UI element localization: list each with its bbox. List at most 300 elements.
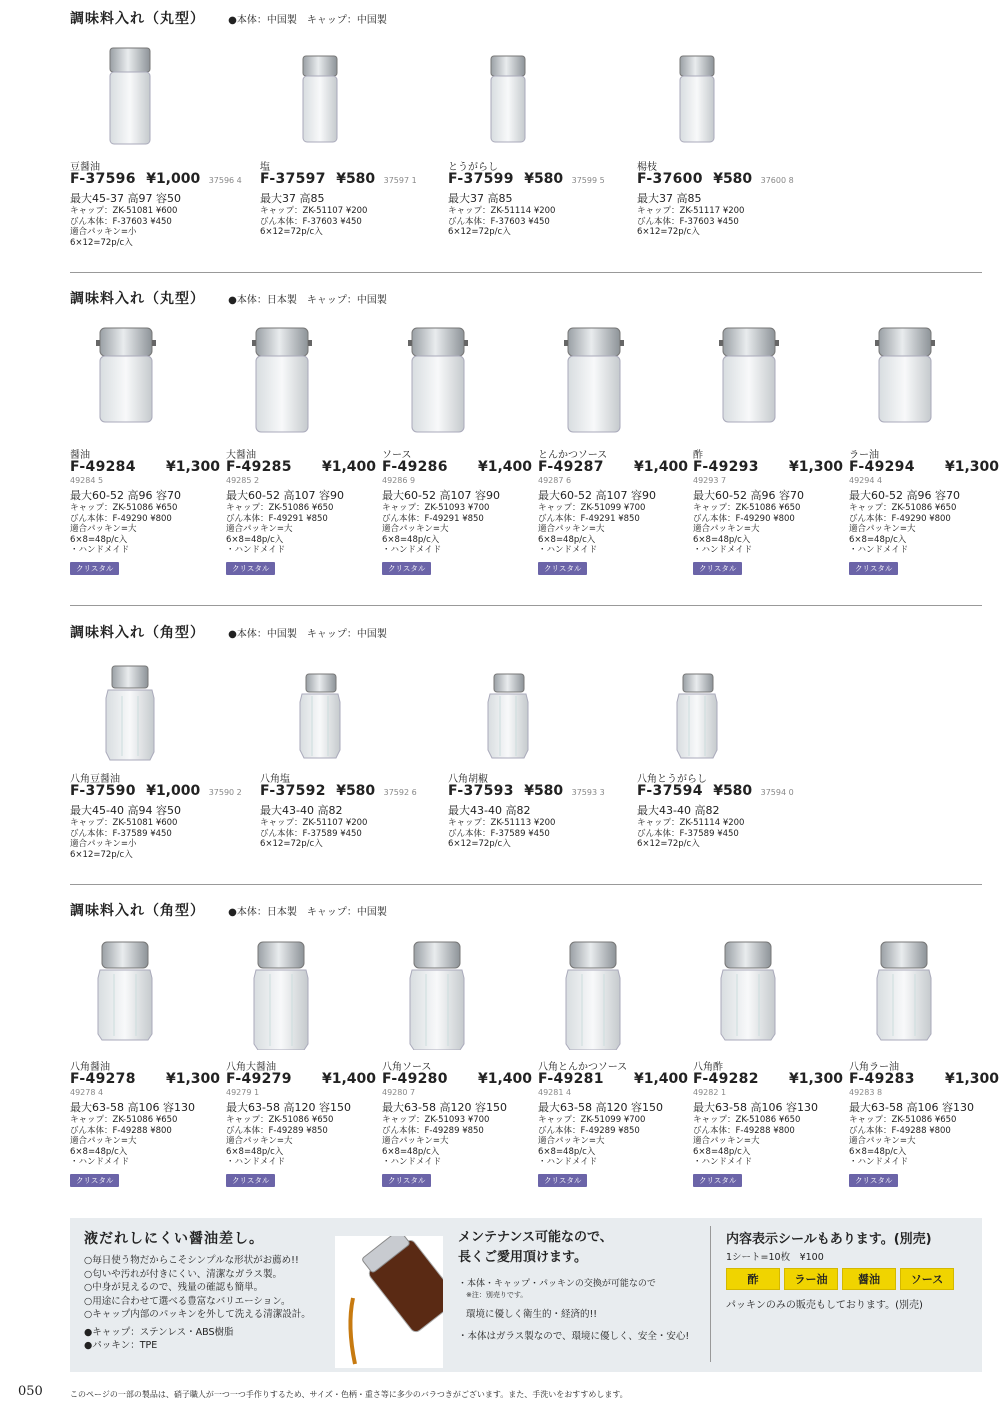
product-detail: 適合パッキン=大 bbox=[849, 1136, 916, 1146]
product-detail: キャップ：ZK-51081 ¥600 bbox=[70, 818, 178, 828]
product-detail: ・ハンドメイド bbox=[382, 545, 442, 555]
product-detail: 6×12=72p/c入 bbox=[260, 227, 323, 237]
product-spec: 最大63-58 高106 容130 bbox=[70, 1101, 195, 1114]
crystal-badge: クリスタル bbox=[693, 1174, 742, 1187]
product-detail: 6×8=48p/c入 bbox=[693, 534, 751, 545]
product-detail: 6×8=48p/c入 bbox=[382, 534, 440, 545]
product-jan: 37592 6 bbox=[383, 788, 417, 797]
section-title: 調味料入れ（丸型） bbox=[70, 11, 205, 27]
product-jan: 49278 4 bbox=[70, 1088, 104, 1097]
product-detail: 適合パッキン=大 bbox=[70, 524, 137, 534]
bottle-image bbox=[448, 38, 578, 158]
bottle-image bbox=[226, 930, 356, 1050]
bottle-image bbox=[849, 930, 979, 1050]
product-price: ¥1,400 bbox=[321, 459, 376, 475]
section-title: 調味料入れ（角型） bbox=[70, 625, 205, 641]
product-code-line bbox=[226, 459, 376, 476]
product-price: ¥1,300 bbox=[165, 459, 220, 475]
product-card bbox=[448, 38, 605, 237]
panel-divider bbox=[710, 1226, 711, 1362]
product-code: F-49293 bbox=[693, 459, 759, 475]
product-detail: 6×8=48p/c入 bbox=[849, 1146, 907, 1157]
product-detail: 適合パッキン=大 bbox=[538, 1136, 605, 1146]
product-jan: 49286 9 bbox=[382, 476, 416, 485]
product-name: 八角ラー油 bbox=[849, 1062, 899, 1073]
product-code-line bbox=[448, 783, 605, 800]
product-jan: 37596 4 bbox=[208, 176, 242, 185]
bottle-image bbox=[637, 38, 767, 158]
product-card bbox=[260, 38, 417, 237]
product-price: ¥1,300 bbox=[944, 1071, 999, 1087]
product-detail: 適合パッキン=大 bbox=[538, 524, 605, 534]
maintenance-block bbox=[458, 1228, 708, 1342]
feature-bullet: ○キャップ内部のパッキンを外して洗える清潔設計。 bbox=[84, 1309, 311, 1320]
product-detail: ・ハンドメイド bbox=[849, 545, 909, 555]
product-detail: びん本体：F-37603 ¥450 bbox=[448, 216, 550, 227]
section-header bbox=[70, 288, 387, 310]
product-detail: キャップ：ZK-51099 ¥700 bbox=[538, 1115, 646, 1125]
product-spec: 最大60-52 高96 容70 bbox=[849, 489, 960, 502]
product-code: F-49280 bbox=[382, 1071, 448, 1087]
product-code-line bbox=[538, 459, 688, 476]
product-spec: 最大60-52 高96 容70 bbox=[70, 489, 181, 502]
product-jan: 49283 8 bbox=[849, 1088, 883, 1097]
product-detail: 6×8=48p/c入 bbox=[538, 1146, 596, 1157]
bottle-image bbox=[849, 318, 979, 438]
product-card bbox=[226, 930, 376, 1185]
product-spec: 最大63-58 高106 容130 bbox=[849, 1101, 974, 1114]
product-jan: 49293 7 bbox=[693, 476, 727, 485]
product-code-line bbox=[70, 459, 220, 476]
crystal-badge: クリスタル bbox=[849, 562, 898, 575]
product-card bbox=[260, 652, 417, 849]
product-code-line bbox=[226, 1071, 376, 1088]
product-detail: キャップ：ZK-51086 ¥650 bbox=[693, 503, 801, 513]
product-name: 楊枝 bbox=[637, 162, 657, 173]
product-card bbox=[693, 930, 843, 1185]
product-price: ¥1,400 bbox=[633, 459, 688, 475]
product-name: 酢 bbox=[693, 450, 703, 461]
product-jan: 37590 2 bbox=[208, 788, 242, 797]
product-detail: キャップ：ZK-51093 ¥700 bbox=[382, 1115, 490, 1125]
bottle-image bbox=[260, 38, 390, 158]
product-price: ¥580 bbox=[336, 171, 376, 187]
label-soy-sauce: 醤油 bbox=[842, 1268, 896, 1290]
product-spec: 最大63-58 高120 容150 bbox=[382, 1101, 507, 1114]
product-detail: 6×12=72p/c入 bbox=[448, 839, 511, 849]
product-detail: びん本体：F-49290 ¥800 bbox=[70, 513, 172, 524]
product-detail: びん本体：F-49289 ¥850 bbox=[538, 1125, 640, 1136]
product-detail: びん本体：F-49290 ¥800 bbox=[849, 513, 951, 524]
product-jan: 49280 7 bbox=[382, 1088, 416, 1097]
product-detail: 6×12=72p/c入 bbox=[70, 237, 133, 248]
product-code-line bbox=[538, 1071, 688, 1088]
product-detail: びん本体：F-37603 ¥450 bbox=[260, 216, 362, 227]
product-code: F-49282 bbox=[693, 1071, 759, 1087]
product-detail: 6×12=72p/c入 bbox=[448, 227, 511, 237]
info-panel bbox=[70, 1218, 982, 1372]
product-detail: キャップ：ZK-51107 ¥200 bbox=[260, 206, 368, 216]
product-price: ¥1,000 bbox=[146, 783, 201, 799]
product-detail: びん本体：F-49288 ¥800 bbox=[70, 1125, 172, 1136]
product-code-line bbox=[382, 1071, 532, 1088]
product-detail: 6×8=48p/c入 bbox=[226, 1146, 284, 1157]
product-detail: キャップ：ZK-51107 ¥200 bbox=[260, 818, 368, 828]
product-price: ¥1,000 bbox=[146, 171, 201, 187]
footer-note: このページの一部の製品は、硝子職人が一つ一つ手作りするため、サイズ・色柄・重さ等に多少のバラつきがございます。また、手洗いをおすすめします。 bbox=[70, 1390, 628, 1399]
product-detail: びん本体：F-49291 ¥850 bbox=[382, 513, 484, 524]
product-code: F-49287 bbox=[538, 459, 604, 475]
product-name: 塩 bbox=[260, 162, 270, 173]
product-jan: 49285 2 bbox=[226, 476, 260, 485]
product-card bbox=[70, 318, 220, 573]
product-code-line bbox=[260, 783, 417, 800]
product-code: F-37590 bbox=[70, 783, 136, 799]
label-block bbox=[726, 1228, 976, 1311]
product-name: 醤油 bbox=[70, 450, 90, 461]
product-detail: 6×8=48p/c入 bbox=[70, 1146, 128, 1157]
product-price: ¥1,400 bbox=[477, 459, 532, 475]
section-title: 調味料入れ（角型） bbox=[70, 903, 205, 919]
bottle-image bbox=[538, 930, 668, 1050]
feature-title: 液だれしにくい醤油差し。 bbox=[84, 1231, 264, 1247]
product-spec: 最大37 高85 bbox=[448, 192, 513, 205]
section-origin: ●本体：中国製 キャップ：中国製 bbox=[228, 15, 387, 26]
product-price: ¥1,400 bbox=[477, 1071, 532, 1087]
bottle-image bbox=[637, 652, 767, 772]
product-price: ¥1,300 bbox=[165, 1071, 220, 1087]
product-code: F-49294 bbox=[849, 459, 915, 475]
product-card bbox=[538, 930, 688, 1185]
product-detail: びん本体：F-49291 ¥850 bbox=[538, 513, 640, 524]
product-name: 八角とんかつソース bbox=[538, 1062, 628, 1073]
product-detail: キャップ：ZK-51093 ¥700 bbox=[382, 503, 490, 513]
crystal-badge: クリスタル bbox=[538, 562, 587, 575]
bottle-image bbox=[70, 652, 200, 772]
bottle-image bbox=[70, 318, 200, 438]
bottle-image bbox=[693, 930, 823, 1050]
product-code: F-49285 bbox=[226, 459, 292, 475]
product-name: 八角胡椒 bbox=[448, 774, 488, 785]
product-detail: キャップ：ZK-51086 ¥650 bbox=[70, 503, 178, 513]
product-detail: 適合パッキン=大 bbox=[693, 524, 760, 534]
product-code-line bbox=[448, 171, 605, 188]
section-round-japan bbox=[70, 288, 999, 608]
product-detail: ・ハンドメイド bbox=[226, 545, 286, 555]
product-detail: ・ハンドメイド bbox=[70, 1157, 130, 1167]
product-code: F-37597 bbox=[260, 171, 326, 187]
bottle-image bbox=[693, 318, 823, 438]
feature-bullet: ○匂いや汚れが付きにくい、清潔なガラス製。 bbox=[84, 1268, 283, 1280]
product-jan: 49294 4 bbox=[849, 476, 883, 485]
product-code-line bbox=[849, 1071, 999, 1088]
product-detail: びん本体：F-49289 ¥850 bbox=[226, 1125, 328, 1136]
feature-bullet: ○毎日使う物だからこそシンプルな形状がお薦め!! bbox=[84, 1255, 299, 1266]
product-price: ¥580 bbox=[713, 171, 753, 187]
maintenance-note: ※注：別売りです。 bbox=[466, 1291, 528, 1299]
section-round-china bbox=[70, 8, 982, 268]
pouring-bottle-image bbox=[335, 1236, 443, 1368]
product-spec: 最大60-52 高107 容90 bbox=[538, 489, 656, 502]
page-number: 050 bbox=[18, 1384, 43, 1399]
product-detail: びん本体：F-49288 ¥800 bbox=[849, 1125, 951, 1136]
packing-note: パッキンのみの販売もしております。(別売) bbox=[726, 1300, 923, 1311]
product-jan: 37593 3 bbox=[571, 788, 605, 797]
product-card bbox=[693, 318, 843, 573]
label-title: 内容表示シールもあります。(別売) bbox=[726, 1232, 932, 1247]
product-card bbox=[382, 930, 532, 1185]
product-detail: びん本体：F-49289 ¥850 bbox=[382, 1125, 484, 1136]
product-detail: ・ハンドメイド bbox=[849, 1157, 909, 1167]
product-detail: びん本体：F-37589 ¥450 bbox=[448, 828, 550, 839]
product-detail: キャップ：ZK-51114 ¥200 bbox=[448, 206, 556, 216]
product-spec: 最大63-58 高106 容130 bbox=[693, 1101, 818, 1114]
section-header bbox=[70, 900, 387, 922]
product-code: F-49284 bbox=[70, 459, 136, 475]
product-detail: 6×8=48p/c入 bbox=[226, 534, 284, 545]
product-spec: 最大45-40 高94 容50 bbox=[70, 804, 181, 817]
product-detail: 6×12=72p/c入 bbox=[637, 227, 700, 237]
bottle-image bbox=[382, 930, 512, 1050]
bottle-image bbox=[70, 38, 200, 158]
section-divider bbox=[70, 272, 982, 273]
product-code: F-49279 bbox=[226, 1071, 292, 1087]
product-detail: 適合パッキン=大 bbox=[693, 1136, 760, 1146]
maintenance-glass: ・本体はガラス製なので、環境に優しく、安全・安心! bbox=[458, 1331, 690, 1342]
section-octagon-japan bbox=[70, 900, 999, 1210]
product-spec: 最大43-40 高82 bbox=[637, 804, 720, 817]
section-divider bbox=[70, 605, 982, 606]
product-code: F-37593 bbox=[448, 783, 514, 799]
product-detail: キャップ：ZK-51099 ¥700 bbox=[538, 503, 646, 513]
section-header bbox=[70, 8, 387, 30]
product-detail: 適合パッキン=大 bbox=[70, 1136, 137, 1146]
product-jan: 37600 8 bbox=[760, 176, 794, 185]
product-name: 八角ソース bbox=[382, 1062, 432, 1073]
product-detail: ・ハンドメイド bbox=[538, 545, 598, 555]
crystal-badge: クリスタル bbox=[226, 562, 275, 575]
crystal-badge: クリスタル bbox=[382, 562, 431, 575]
product-detail: キャップ：ZK-51086 ¥650 bbox=[849, 1115, 957, 1125]
bottle-image bbox=[260, 652, 390, 772]
product-code-line bbox=[637, 783, 794, 800]
product-detail: キャップ：ZK-51086 ¥650 bbox=[849, 503, 957, 513]
product-detail: キャップ：ZK-51086 ¥650 bbox=[226, 503, 334, 513]
product-spec: 最大63-58 高120 容150 bbox=[226, 1101, 351, 1114]
product-code: F-49286 bbox=[382, 459, 448, 475]
maintenance-subtitle: 長くご愛用頂けます。 bbox=[458, 1250, 587, 1265]
product-detail: キャップ：ZK-51117 ¥200 bbox=[637, 206, 745, 216]
product-price: ¥580 bbox=[713, 783, 753, 799]
section-header bbox=[70, 622, 387, 644]
maintenance-line: ・本体・キャップ・パッキンの交換が可能なので bbox=[458, 1279, 656, 1289]
feature-bullet: ○中身が見えるので、残量の確認も簡単。 bbox=[84, 1282, 264, 1293]
product-code: F-37594 bbox=[637, 783, 703, 799]
product-detail: びん本体：F-49291 ¥850 bbox=[226, 513, 328, 524]
bottle-image bbox=[382, 318, 512, 438]
crystal-badge: クリスタル bbox=[538, 1174, 587, 1187]
product-detail: 6×8=48p/c入 bbox=[538, 534, 596, 545]
product-detail: 6×12=72p/c入 bbox=[637, 839, 700, 849]
product-detail: 6×8=48p/c入 bbox=[849, 534, 907, 545]
product-jan: 37599 5 bbox=[571, 176, 605, 185]
product-detail: 適合パッキン=大 bbox=[226, 1136, 293, 1146]
product-detail: ・ハンドメイド bbox=[538, 1157, 598, 1167]
product-code-line bbox=[849, 459, 999, 476]
product-price: ¥580 bbox=[524, 783, 564, 799]
section-octagon-china bbox=[70, 622, 982, 882]
product-code: F-37592 bbox=[260, 783, 326, 799]
product-price: ¥1,400 bbox=[633, 1071, 688, 1087]
product-name: ソース bbox=[382, 450, 412, 461]
product-detail: 適合パッキン=大 bbox=[226, 524, 293, 534]
product-spec: 最大60-52 高107 容90 bbox=[382, 489, 500, 502]
product-detail: 適合パッキン=小 bbox=[70, 839, 137, 849]
product-code: F-49283 bbox=[849, 1071, 915, 1087]
product-name: 八角大醤油 bbox=[226, 1062, 276, 1073]
section-origin: ●本体：日本製 キャップ：中国製 bbox=[228, 907, 387, 918]
product-price: ¥580 bbox=[524, 171, 564, 187]
product-price: ¥580 bbox=[336, 783, 376, 799]
product-detail: キャップ：ZK-51081 ¥600 bbox=[70, 206, 178, 216]
product-name: 八角塩 bbox=[260, 774, 290, 785]
product-name: 八角とうがらし bbox=[637, 774, 707, 785]
product-code-line bbox=[70, 783, 242, 800]
product-jan: 49282 1 bbox=[693, 1088, 727, 1097]
product-name: ラー油 bbox=[849, 450, 879, 461]
product-code-line bbox=[260, 171, 417, 188]
product-detail: ・ハンドメイド bbox=[693, 1157, 753, 1167]
bottle-image bbox=[538, 318, 668, 438]
product-name: 八角酢 bbox=[693, 1062, 723, 1073]
product-spec: 最大60-52 高107 容90 bbox=[226, 489, 344, 502]
product-detail: 6×12=72p/c入 bbox=[260, 839, 323, 849]
product-card bbox=[382, 318, 532, 573]
product-price: ¥1,300 bbox=[788, 459, 843, 475]
crystal-badge: クリスタル bbox=[70, 562, 119, 575]
product-price: ¥1,400 bbox=[321, 1071, 376, 1087]
product-card bbox=[70, 38, 242, 248]
product-detail: 6×8=48p/c入 bbox=[70, 534, 128, 545]
section-origin: ●本体：中国製 キャップ：中国製 bbox=[228, 629, 387, 640]
product-code: F-37596 bbox=[70, 171, 136, 187]
product-detail: キャップ：ZK-51114 ¥200 bbox=[637, 818, 745, 828]
product-detail: びん本体：F-37589 ¥450 bbox=[637, 828, 739, 839]
product-name: とうがらし bbox=[448, 162, 498, 173]
product-code-line bbox=[693, 459, 843, 476]
product-detail: 適合パッキン=大 bbox=[382, 524, 449, 534]
product-code: F-37600 bbox=[637, 171, 703, 187]
product-spec: 最大37 高85 bbox=[260, 192, 325, 205]
product-detail: びん本体：F-37589 ¥450 bbox=[260, 828, 362, 839]
crystal-badge: クリスタル bbox=[693, 562, 742, 575]
material-packing: ●パッキン：TPE bbox=[84, 1340, 158, 1351]
crystal-badge: クリスタル bbox=[226, 1174, 275, 1187]
product-detail: キャップ：ZK-51086 ¥650 bbox=[693, 1115, 801, 1125]
product-card bbox=[637, 652, 794, 849]
product-jan: 49281 4 bbox=[538, 1088, 572, 1097]
product-jan: 37597 1 bbox=[383, 176, 417, 185]
product-card bbox=[226, 318, 376, 573]
product-name: 大醤油 bbox=[226, 450, 256, 461]
product-detail: 6×8=48p/c入 bbox=[382, 1146, 440, 1157]
section-origin: ●本体：日本製 キャップ：中国製 bbox=[228, 295, 387, 306]
product-card bbox=[849, 930, 999, 1185]
product-detail: ・ハンドメイド bbox=[693, 545, 753, 555]
product-detail: 6×8=48p/c入 bbox=[693, 1146, 751, 1157]
product-detail: 適合パッキン=小 bbox=[70, 227, 137, 237]
product-code-line bbox=[382, 459, 532, 476]
product-jan: 49284 5 bbox=[70, 476, 104, 485]
product-spec: 最大60-52 高96 容70 bbox=[693, 489, 804, 502]
product-spec: 最大43-40 高82 bbox=[260, 804, 343, 817]
product-code-line bbox=[693, 1071, 843, 1088]
product-card bbox=[637, 38, 794, 237]
maintenance-eco: 環境に優しく衛生的・経済的!! bbox=[466, 1309, 598, 1320]
label-vinegar: 酢 bbox=[726, 1268, 780, 1290]
product-detail: ・ハンドメイド bbox=[70, 545, 130, 555]
product-detail: びん本体：F-49288 ¥800 bbox=[693, 1125, 795, 1136]
product-spec: 最大37 高85 bbox=[637, 192, 702, 205]
product-detail: キャップ：ZK-51113 ¥200 bbox=[448, 818, 556, 828]
product-code-line bbox=[70, 1071, 220, 1088]
product-detail: 適合パッキン=大 bbox=[382, 1136, 449, 1146]
material-cap: ●キャップ：ステンレス・ABS樹脂 bbox=[84, 1326, 234, 1338]
product-name: 八角豆醤油 bbox=[70, 774, 120, 785]
product-code: F-49281 bbox=[538, 1071, 604, 1087]
bottle-image bbox=[448, 652, 578, 772]
product-detail: キャップ：ZK-51086 ¥650 bbox=[226, 1115, 334, 1125]
feature-bullet: ○用途に合わせて選べる豊富なバリエーション。 bbox=[84, 1295, 291, 1307]
product-card bbox=[448, 652, 605, 849]
product-code: F-49278 bbox=[70, 1071, 136, 1087]
product-card bbox=[849, 318, 999, 573]
product-detail: ・ハンドメイド bbox=[226, 1157, 286, 1167]
product-detail: キャップ：ZK-51086 ¥650 bbox=[70, 1115, 178, 1125]
product-code: F-37599 bbox=[448, 171, 514, 187]
product-detail: ・ハンドメイド bbox=[382, 1157, 442, 1167]
label-sheet-price: 1シート=10枚 ¥100 bbox=[726, 1252, 824, 1263]
product-spec: 最大45-37 高97 容50 bbox=[70, 192, 181, 205]
product-jan: 49279 1 bbox=[226, 1088, 260, 1097]
product-card bbox=[538, 318, 688, 573]
product-card bbox=[70, 930, 220, 1185]
bottle-image bbox=[226, 318, 356, 438]
label-swatches bbox=[726, 1268, 976, 1290]
product-code-line bbox=[70, 171, 242, 188]
feature-block bbox=[84, 1228, 344, 1353]
crystal-badge: クリスタル bbox=[849, 1174, 898, 1187]
product-price: ¥1,300 bbox=[944, 459, 999, 475]
bottle-image bbox=[70, 930, 200, 1050]
product-card bbox=[70, 652, 242, 860]
product-name: 豆醤油 bbox=[70, 162, 100, 173]
label-sauce: ソース bbox=[900, 1268, 954, 1290]
product-detail: びん本体：F-37603 ¥450 bbox=[70, 216, 172, 227]
crystal-badge: クリスタル bbox=[382, 1174, 431, 1187]
product-name: 八角醤油 bbox=[70, 1062, 110, 1073]
product-detail: びん本体：F-37603 ¥450 bbox=[637, 216, 739, 227]
product-jan: 49287 6 bbox=[538, 476, 572, 485]
product-detail: 適合パッキン=大 bbox=[849, 524, 916, 534]
section-divider bbox=[70, 884, 982, 885]
section-title: 調味料入れ（丸型） bbox=[70, 291, 205, 307]
product-detail: 6×12=72p/c入 bbox=[70, 849, 133, 860]
crystal-badge: クリスタル bbox=[70, 1174, 119, 1187]
product-code-line bbox=[637, 171, 794, 188]
product-name: とんかつソース bbox=[538, 450, 608, 461]
product-jan: 37594 0 bbox=[760, 788, 794, 797]
